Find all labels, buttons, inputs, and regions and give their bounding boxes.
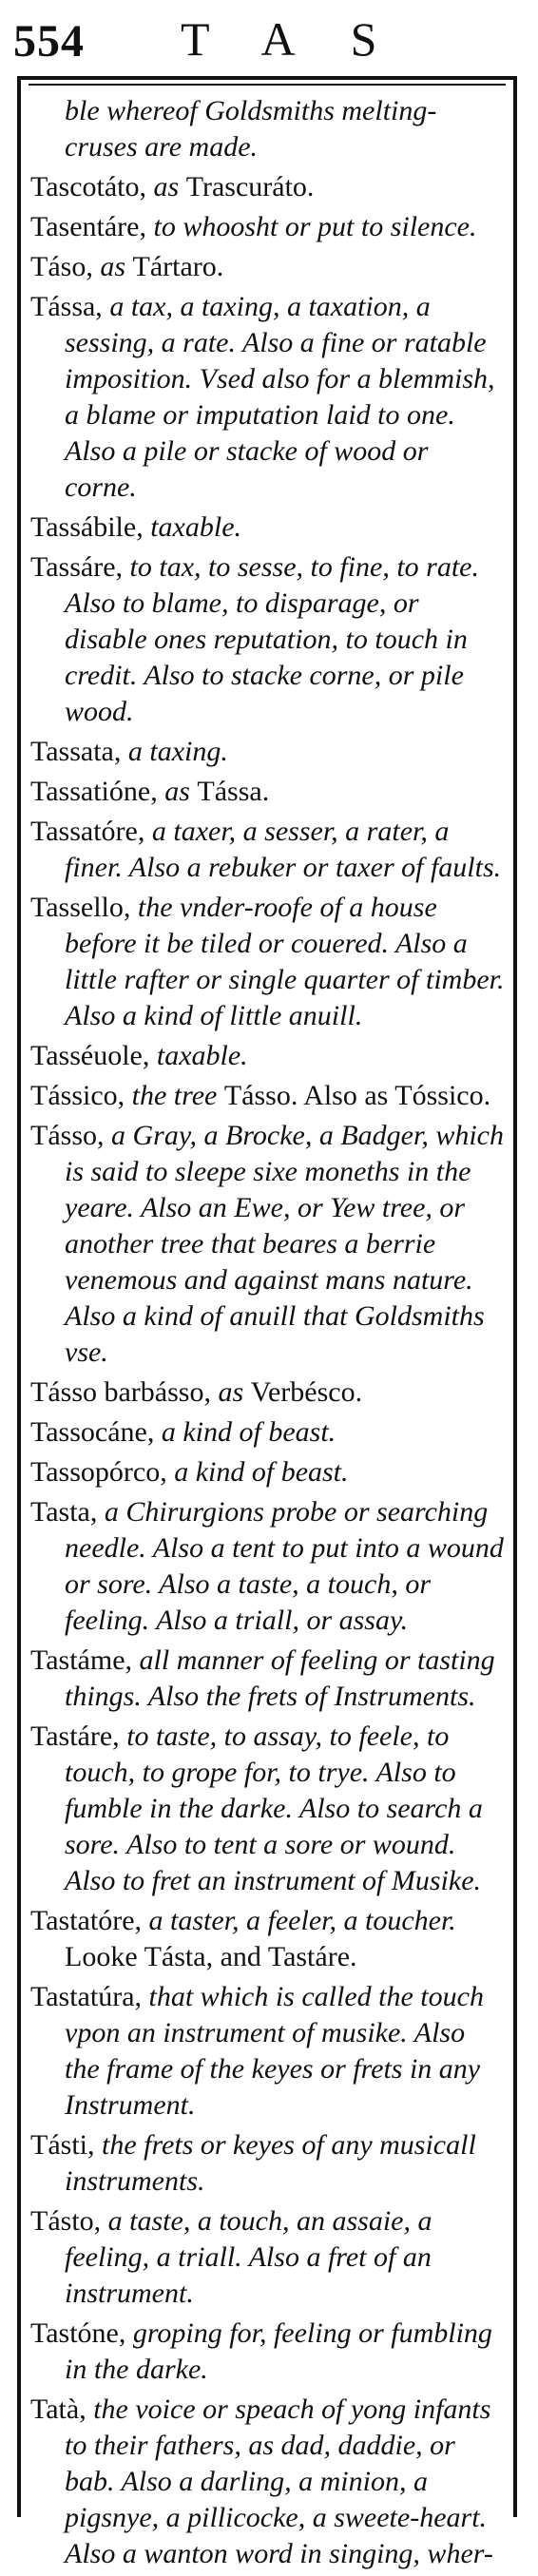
dictionary-entry (30, 1719, 506, 1899)
entry-definition: the vnder-roofe of a house before it be tiled or couered. Also a little rafter or single quarter of timber. Also a kind of little anuill. (65, 892, 505, 1031)
entry-headword: Tassatóre, (30, 816, 145, 847)
dictionary-entry (30, 93, 506, 165)
entry-definition: a taxing. (121, 736, 228, 767)
entry-headword: Tassata, (30, 736, 122, 767)
entry-definition: to whoosht or put to silence. (146, 211, 477, 242)
entry-headword: Tastáme, (30, 1644, 133, 1676)
entry-headword: Tásto, (30, 2205, 102, 2237)
entry-definition: a taxer, a sesser, a rater, a finer. Also a rebuker or taxer of faults. (65, 816, 502, 883)
entry-definition: as (146, 171, 186, 202)
entry-definition: to tax, to sesse, to fine, to rate. Also to blame, to disparage, or disable ones reputation, to touch in credit. Also to stacke corne, or pile wood. (65, 551, 479, 727)
entry-headword: Tassocáne, (30, 1416, 155, 1448)
entry-headword: Tassábile, (30, 511, 144, 543)
dictionary-entry (30, 1494, 506, 1639)
dictionary-entry (30, 2392, 506, 2572)
entry-headword: Tasentáre, (30, 211, 146, 242)
entry-headword: Tásti, (30, 2129, 95, 2161)
entry-definition: the voice or speach of yong infants to their fathers, as dad, daddie, or bab. Also a darling, a minion, a pigsnye, a pillicocke, a sweete-heart. Also a wanton word in singing, wher- (65, 2393, 493, 2569)
entry-cross-reference: Tártaro. (132, 251, 224, 282)
dictionary-entry (30, 890, 506, 1034)
entry-headword: Tascotáto, (30, 171, 147, 202)
entry-definition: the frets or keyes of any musicall instruments. (65, 2129, 476, 2197)
dictionary-entry (30, 2316, 506, 2388)
entry-headword: Tastóne, (30, 2317, 126, 2349)
dictionary-entry (30, 289, 506, 506)
entry-definition: a taste, a touch, an assaie, a feeling, a triall. Also a fret of an instrument. (65, 2205, 432, 2309)
entry-headword: Tássa, (30, 291, 103, 322)
entry-cross-reference: Tásso. Also as Tóssico. (223, 1080, 491, 1111)
dictionary-entry (30, 2203, 506, 2312)
entry-headword: Tassatióne, (30, 776, 158, 807)
dictionary-entry (30, 814, 506, 886)
entry-definition: a Gray, a Brocke, a Badger, which is said to sleepe sixe moneths in the yeare. Also an Ewe, or Yew tree, or another tree that beares a berrie venemous and against mans nature. Also a kind of anuill that Goldsmiths vse. (65, 1120, 504, 1368)
entry-definition: a taster, a feeler, a toucher. (142, 1905, 456, 1936)
entry-definition: that which is called the touch vpon an instrument of musike. Also the frame of the keyes or frets in any Instrument. (65, 1981, 484, 2121)
entry-definition: groping for, feeling or fumbling in the darke. (65, 2317, 492, 2385)
dictionary-entry (30, 1643, 506, 1715)
dictionary-entry (30, 1375, 506, 1411)
dictionary-entry (30, 1454, 506, 1490)
dictionary-entry (30, 774, 506, 810)
entry-headword: Tastatóre, (30, 1905, 143, 1936)
entry-cross-reference: Tássa. (197, 776, 270, 807)
dictionary-entry (30, 1979, 506, 2124)
entry-definition: a kind of beast. (166, 1456, 349, 1488)
entry-headword: Tasséuole, (30, 1040, 150, 1071)
entry-headword: Tássico, (30, 1080, 125, 1111)
entry-headword: Tásso barbásso, (30, 1376, 211, 1408)
dictionary-entry (30, 1078, 506, 1114)
entry-cross-reference: Trascuráto. (185, 171, 315, 202)
entry-headword: Tasta, (30, 1496, 98, 1528)
dictionary-entry (30, 1038, 506, 1074)
entry-definition: a kind of beast. (154, 1416, 336, 1448)
entry-headword: Tassáre, (30, 551, 124, 583)
entry-definition: as (210, 1376, 251, 1408)
entry-definition: taxable. (149, 1040, 248, 1071)
entry-headword: Tásso, (30, 1120, 105, 1151)
entry-headword: Tastáre, (30, 1721, 120, 1752)
entry-definition: to taste, to assay, to feele, to touch, to grope for, to trye. Also to fumble in the darke. Also to search a sore. Also to tent a sore or wound. Also to fret an instrument of Musike. (65, 1721, 483, 1896)
dictionary-entry (30, 1414, 506, 1451)
dictionary-entry (30, 509, 506, 546)
dictionary-entry (30, 2127, 506, 2200)
entry-headword: Tastatúra, (30, 1981, 143, 2012)
entry-headword: Táso, (30, 251, 93, 282)
entry-definition: as (92, 251, 133, 282)
dictionary-entry (30, 169, 506, 205)
entry-definition: all manner of feeling or tasting things. Also the frets of Instruments. (65, 1644, 495, 1712)
entry-headword: Tatà, (30, 2393, 86, 2425)
entry-definition: the tree (125, 1080, 224, 1111)
entry-definition: ble whereof Goldsmiths melting-cruses are made. (65, 95, 437, 163)
dictionary-entry (30, 1903, 506, 1975)
dictionary-entry (30, 249, 506, 285)
entry-headword: Tassopórco, (30, 1456, 167, 1488)
running-head: TAS (181, 12, 432, 66)
dictionary-entry (30, 209, 506, 245)
entry-headword: Tassello, (30, 892, 131, 923)
entry-cross-reference: Verbésco. (250, 1376, 363, 1408)
entry-definition: taxable. (143, 511, 242, 543)
dictionary-entry (30, 549, 506, 730)
dictionary-entry (30, 734, 506, 770)
dictionary-column (30, 93, 506, 2576)
entry-definition: a Chirurgions probe or searching needle. Also a tent to put into a wound or sore. Also a taste, a touch, or feeling. Also a triall, or assay. (65, 1496, 504, 1636)
page-number: 554 (13, 16, 85, 67)
dictionary-entry (30, 1118, 506, 1371)
entry-cross-reference: Looke Tásta, and Tastáre. (65, 1941, 357, 1972)
entry-definition: a tax, a taxing, a taxation, a sessing, a rate. Also a fine or ratable imposition. Vsed also for a blemmish, a blame or imputation laid to one. Also a pile or stacke of wood or corne. (65, 291, 495, 503)
page-header (0, 0, 538, 70)
entry-definition: as (157, 776, 198, 807)
